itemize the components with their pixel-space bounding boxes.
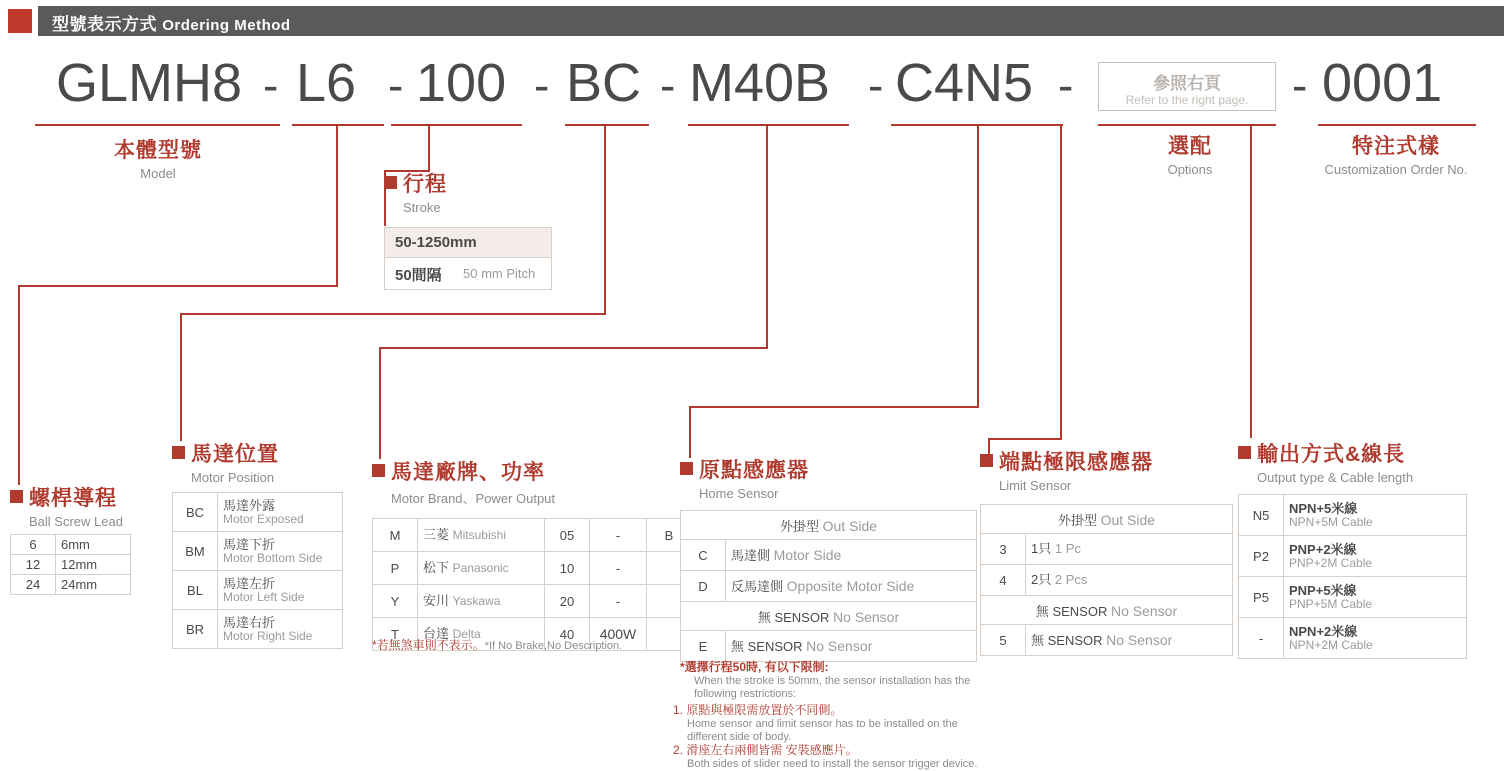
connector-ot-v1 (1250, 126, 1252, 438)
table-row (981, 565, 1233, 596)
table-row (981, 505, 1233, 534)
connector-stroke-v (428, 126, 430, 172)
hs-nosensor-zh: 無 SENSOR (757, 609, 830, 625)
mp-zh-2: 馬達左折 (223, 575, 276, 591)
table-row (1239, 536, 1467, 577)
underline-motor-position (565, 124, 649, 126)
mb-code-3: T (373, 618, 418, 651)
label-output-type-en: Output type & Cable length (1257, 470, 1414, 485)
ot-code-3: - (1239, 618, 1284, 659)
ls-header-en: Out Side (1100, 511, 1156, 528)
bsl-desc-0: 6mm (56, 535, 131, 555)
table-row (11, 575, 131, 595)
hs-note-2-en: Both sides of slider need to install the sensor trigger device. (687, 758, 978, 770)
ls-nosensor-row-en: No Sensor (1106, 631, 1173, 648)
hs-note-1-en: Home sensor and limit sensor has to be installed on the different side of body. (687, 718, 958, 744)
table-limit-sensor (980, 504, 1233, 656)
home-sensor-note-0 (680, 660, 980, 701)
mp-zh-3: 馬達右折 (223, 614, 276, 630)
mb-zh-2: 安川 (423, 593, 450, 609)
mp-zh-0: 馬達外露 (223, 497, 276, 513)
stroke-pitch-zh: 50間隔 (395, 267, 442, 284)
code-motor-position: BC (566, 53, 642, 113)
label-motor-brand-en: Motor Brand、Power Output (391, 491, 556, 506)
connector-ls-h (988, 438, 1062, 440)
mb-brake-0: B (647, 519, 692, 552)
stroke-pitch-box (384, 257, 552, 290)
connector-lead-v1 (336, 126, 338, 286)
mb-power-code-2: 20 (545, 585, 590, 618)
label-home-sensor (680, 454, 809, 501)
hs-header-en: Out Side (822, 517, 878, 534)
connector-mb-v1 (766, 126, 768, 348)
table-row (11, 535, 131, 555)
code-dash-3: - (534, 59, 550, 111)
hs-note-1-zh: 1. 原點與極限需放置於不同側。 (673, 703, 843, 717)
underline-stroke (391, 124, 522, 126)
stroke-marker-icon (384, 176, 397, 189)
output-type-marker-icon (1238, 446, 1251, 459)
table-row (1239, 495, 1467, 536)
label-stroke-zh: 行程 (403, 173, 447, 196)
mb-en-0: Mitsubishi (452, 528, 506, 543)
mb-zh-3: 台達 (423, 626, 450, 642)
code-dash-7: - (1292, 59, 1308, 111)
table-row (681, 511, 977, 540)
ls-nosensor-code: 5 (981, 625, 1026, 656)
label-motor-brand-zh: 馬達廠牌、功率 (391, 461, 545, 484)
bsl-code-1: 12 (11, 555, 56, 575)
mb-en-3: Delta (452, 627, 481, 642)
table-row (1239, 577, 1467, 618)
ls-en-1: 2 Pcs (1054, 572, 1088, 588)
table-row (11, 555, 131, 575)
hs-code-0: C (681, 540, 726, 571)
label-motor-position (172, 438, 279, 485)
table-motor-brand (372, 518, 692, 651)
motor-brand-note-en: *If No Brake,No Description. (484, 640, 623, 652)
label-motor-position-zh: 馬達位置 (191, 443, 279, 466)
label-ball-screw-lead-zh: 螺桿導程 (29, 487, 117, 510)
code-lead: L6 (296, 53, 357, 113)
home-sensor-note-1 (673, 703, 973, 744)
connector-ls-v1 (1060, 126, 1062, 440)
header-title-en: Ordering Method (162, 17, 291, 34)
motor-brand-note-zh: *若無煞車則不表示。 (372, 638, 485, 652)
connector-lead-v2 (18, 285, 20, 485)
mb-power-2: - (590, 585, 647, 618)
motor-brand-marker-icon (372, 464, 385, 477)
bsl-desc-2: 24mm (56, 575, 131, 595)
mb-code-2: Y (373, 585, 418, 618)
label-options-zh: 選配 (1168, 135, 1212, 158)
label-customization-zh: 特注式樣 (1352, 135, 1440, 158)
mp-en-0: Motor Exposed (223, 511, 304, 526)
bsl-code-2: 24 (11, 575, 56, 595)
options-placeholder-zh: 參照右頁 (1153, 74, 1221, 93)
mb-power-code-1: 10 (545, 552, 590, 585)
ot-en-3: NPN+2M Cable (1289, 637, 1373, 652)
label-options-en: Options (1167, 162, 1213, 177)
code-dash-6: - (1058, 59, 1074, 111)
hs-zh-0: 馬達側 (731, 547, 771, 563)
hs-nosensor-row-zh: 無 SENSOR (731, 638, 803, 654)
connector-mp-v1 (604, 126, 606, 314)
ot-en-0: NPN+5M Cable (1289, 514, 1373, 529)
mp-code-2: BL (173, 571, 218, 610)
connector-hs-v2 (689, 406, 691, 458)
label-motor-position-en: Motor Position (191, 470, 275, 485)
table-row (173, 571, 343, 610)
mb-code-1: P (373, 552, 418, 585)
code-dash-1: - (263, 59, 279, 111)
table-row (981, 625, 1233, 656)
table-row (681, 571, 977, 602)
stroke-pitch-en: 50 mm Pitch (463, 266, 536, 281)
hs-nosensor-en: No Sensor (832, 608, 900, 625)
label-options (1110, 130, 1270, 177)
code-motor-brand: M40B (689, 53, 831, 113)
table-row (373, 585, 692, 618)
mp-zh-1: 馬達下折 (223, 536, 276, 552)
code-dash-2: - (388, 59, 404, 111)
table-row (1239, 618, 1467, 659)
code-customization: 0001 (1322, 53, 1443, 113)
ls-code-0: 3 (981, 534, 1026, 565)
mb-power-code-3: 40 (545, 618, 590, 651)
table-row (981, 534, 1233, 565)
header-red-square-icon (8, 9, 32, 33)
label-home-sensor-en: Home Sensor (699, 486, 779, 501)
table-row (173, 493, 343, 532)
ot-en-2: PNP+5M Cable (1289, 596, 1373, 611)
label-motor-brand (372, 456, 555, 507)
underline-lead (292, 124, 384, 126)
ot-zh-1: PNP+2米線 (1289, 541, 1357, 557)
label-model (60, 134, 256, 181)
table-row (173, 610, 343, 649)
table-row (981, 596, 1233, 625)
mb-power-0: - (590, 519, 647, 552)
ls-nosensor-row-zh: 無 SENSOR (1031, 632, 1103, 648)
hs-header-zh: 外掛型 (779, 518, 819, 534)
connector-mp-h (180, 313, 606, 315)
ot-code-1: P2 (1239, 536, 1284, 577)
header-title (52, 10, 291, 35)
label-stroke (384, 168, 447, 215)
mb-power-code-0: 05 (545, 519, 590, 552)
ordering-code-line (0, 52, 1504, 122)
ls-nosensor-zh: 無 SENSOR (1035, 603, 1108, 619)
table-row (681, 602, 977, 631)
label-stroke-en: Stroke (403, 200, 441, 215)
limit-sensor-marker-icon (980, 454, 993, 467)
mp-en-3: Motor Right Side (223, 628, 313, 643)
mb-power-1: - (590, 552, 647, 585)
bsl-desc-1: 12mm (56, 555, 131, 575)
hs-note-0-zh: *選擇行程50時, 有以下限制: (680, 660, 829, 674)
hs-zh-1: 反馬達側 (731, 578, 784, 594)
label-limit-sensor-zh: 端點極限感應器 (999, 451, 1153, 474)
code-dash-5: - (868, 59, 884, 111)
home-sensor-note-2 (673, 743, 983, 771)
header-title-zh: 型號表示方式 (52, 15, 157, 34)
mp-code-3: BR (173, 610, 218, 649)
hs-en-1: Opposite Motor Side (786, 577, 915, 594)
ot-en-1: PNP+2M Cable (1289, 555, 1373, 570)
hs-note-0-en: When the stroke is 50mm, the sensor installation has the following restrictions: (694, 675, 971, 701)
mb-en-2: Yaskawa (452, 594, 501, 609)
ot-code-2: P5 (1239, 577, 1284, 618)
table-row (173, 532, 343, 571)
label-customization-en: Customization Order No. (1324, 162, 1468, 177)
ot-zh-0: NPN+5米線 (1289, 500, 1358, 516)
label-customization (1296, 130, 1496, 177)
ls-zh-0: 1只 (1031, 541, 1052, 557)
ball-screw-lead-marker-icon (10, 490, 23, 503)
hs-note-2-zh: 2. 滑座左右兩側皆需 安裝感應片。 (673, 743, 858, 757)
ot-zh-3: NPN+2米線 (1289, 623, 1358, 639)
home-sensor-marker-icon (680, 462, 693, 475)
code-stroke: 100 (416, 53, 507, 113)
mb-power-3: 400W (590, 618, 647, 651)
motor-position-marker-icon (172, 446, 185, 459)
table-output-type (1238, 494, 1467, 659)
table-home-sensor (680, 510, 977, 662)
hs-nosensor-row-en: No Sensor (806, 637, 873, 654)
mp-code-1: BM (173, 532, 218, 571)
mb-zh-0: 三菱 (423, 527, 450, 543)
label-home-sensor-zh: 原點感應器 (699, 459, 809, 482)
table-motor-position (172, 492, 343, 649)
label-ball-screw-lead (10, 482, 123, 529)
label-output-type (1238, 438, 1413, 485)
mb-code-0: M (373, 519, 418, 552)
ot-zh-2: PNP+5米線 (1289, 582, 1357, 598)
label-ball-screw-lead-en: Ball Screw Lead (29, 514, 123, 529)
options-placeholder-en: Refer to the right page. (1125, 93, 1249, 107)
table-row (373, 552, 692, 585)
mb-en-1: Panasonic (452, 561, 509, 576)
ls-nosensor-en: No Sensor (1110, 602, 1178, 619)
table-ball-screw-lead (10, 534, 131, 595)
underline-model (35, 124, 280, 126)
label-limit-sensor-en: Limit Sensor (999, 478, 1072, 493)
connector-mb-v2 (379, 347, 381, 459)
table-row (681, 631, 977, 662)
ls-zh-1: 2只 (1031, 572, 1052, 588)
ot-code-0: N5 (1239, 495, 1284, 536)
mp-en-2: Motor Left Side (223, 589, 305, 604)
mp-code-0: BC (173, 493, 218, 532)
label-limit-sensor (980, 446, 1153, 493)
ls-header-zh: 外掛型 (1057, 512, 1097, 528)
label-model-zh: 本體型號 (114, 139, 202, 162)
ls-code-1: 4 (981, 565, 1026, 596)
code-dash-4: - (660, 59, 676, 111)
mb-zh-1: 松下 (423, 560, 450, 576)
motor-brand-note (372, 638, 672, 654)
ls-en-0: 1 Pc (1054, 541, 1081, 557)
table-row (373, 519, 692, 552)
label-model-en: Model (140, 166, 176, 181)
stroke-range-box (384, 227, 552, 260)
hs-code-1: D (681, 571, 726, 602)
section-header (0, 6, 1504, 36)
stroke-range-text: 50-1250mm (395, 234, 477, 251)
underline-motor-brand (688, 124, 849, 126)
hs-nosensor-code: E (681, 631, 726, 662)
options-input-box[interactable] (1098, 62, 1276, 111)
connector-mp-v2 (180, 313, 182, 441)
connector-lead-h (18, 285, 338, 287)
hs-en-0: Motor Side (773, 546, 842, 563)
code-model: GLMH8 (56, 53, 243, 113)
underline-customization (1318, 124, 1476, 126)
connector-mb-h (379, 347, 768, 349)
table-row (681, 540, 977, 571)
code-sensor: C4N5 (895, 53, 1034, 113)
connector-hs-v1 (977, 126, 979, 408)
mp-en-1: Motor Bottom Side (223, 550, 323, 565)
connector-hs-h (689, 406, 979, 408)
label-output-type-zh: 輸出方式&線長 (1257, 443, 1406, 466)
bsl-code-0: 6 (11, 535, 56, 555)
